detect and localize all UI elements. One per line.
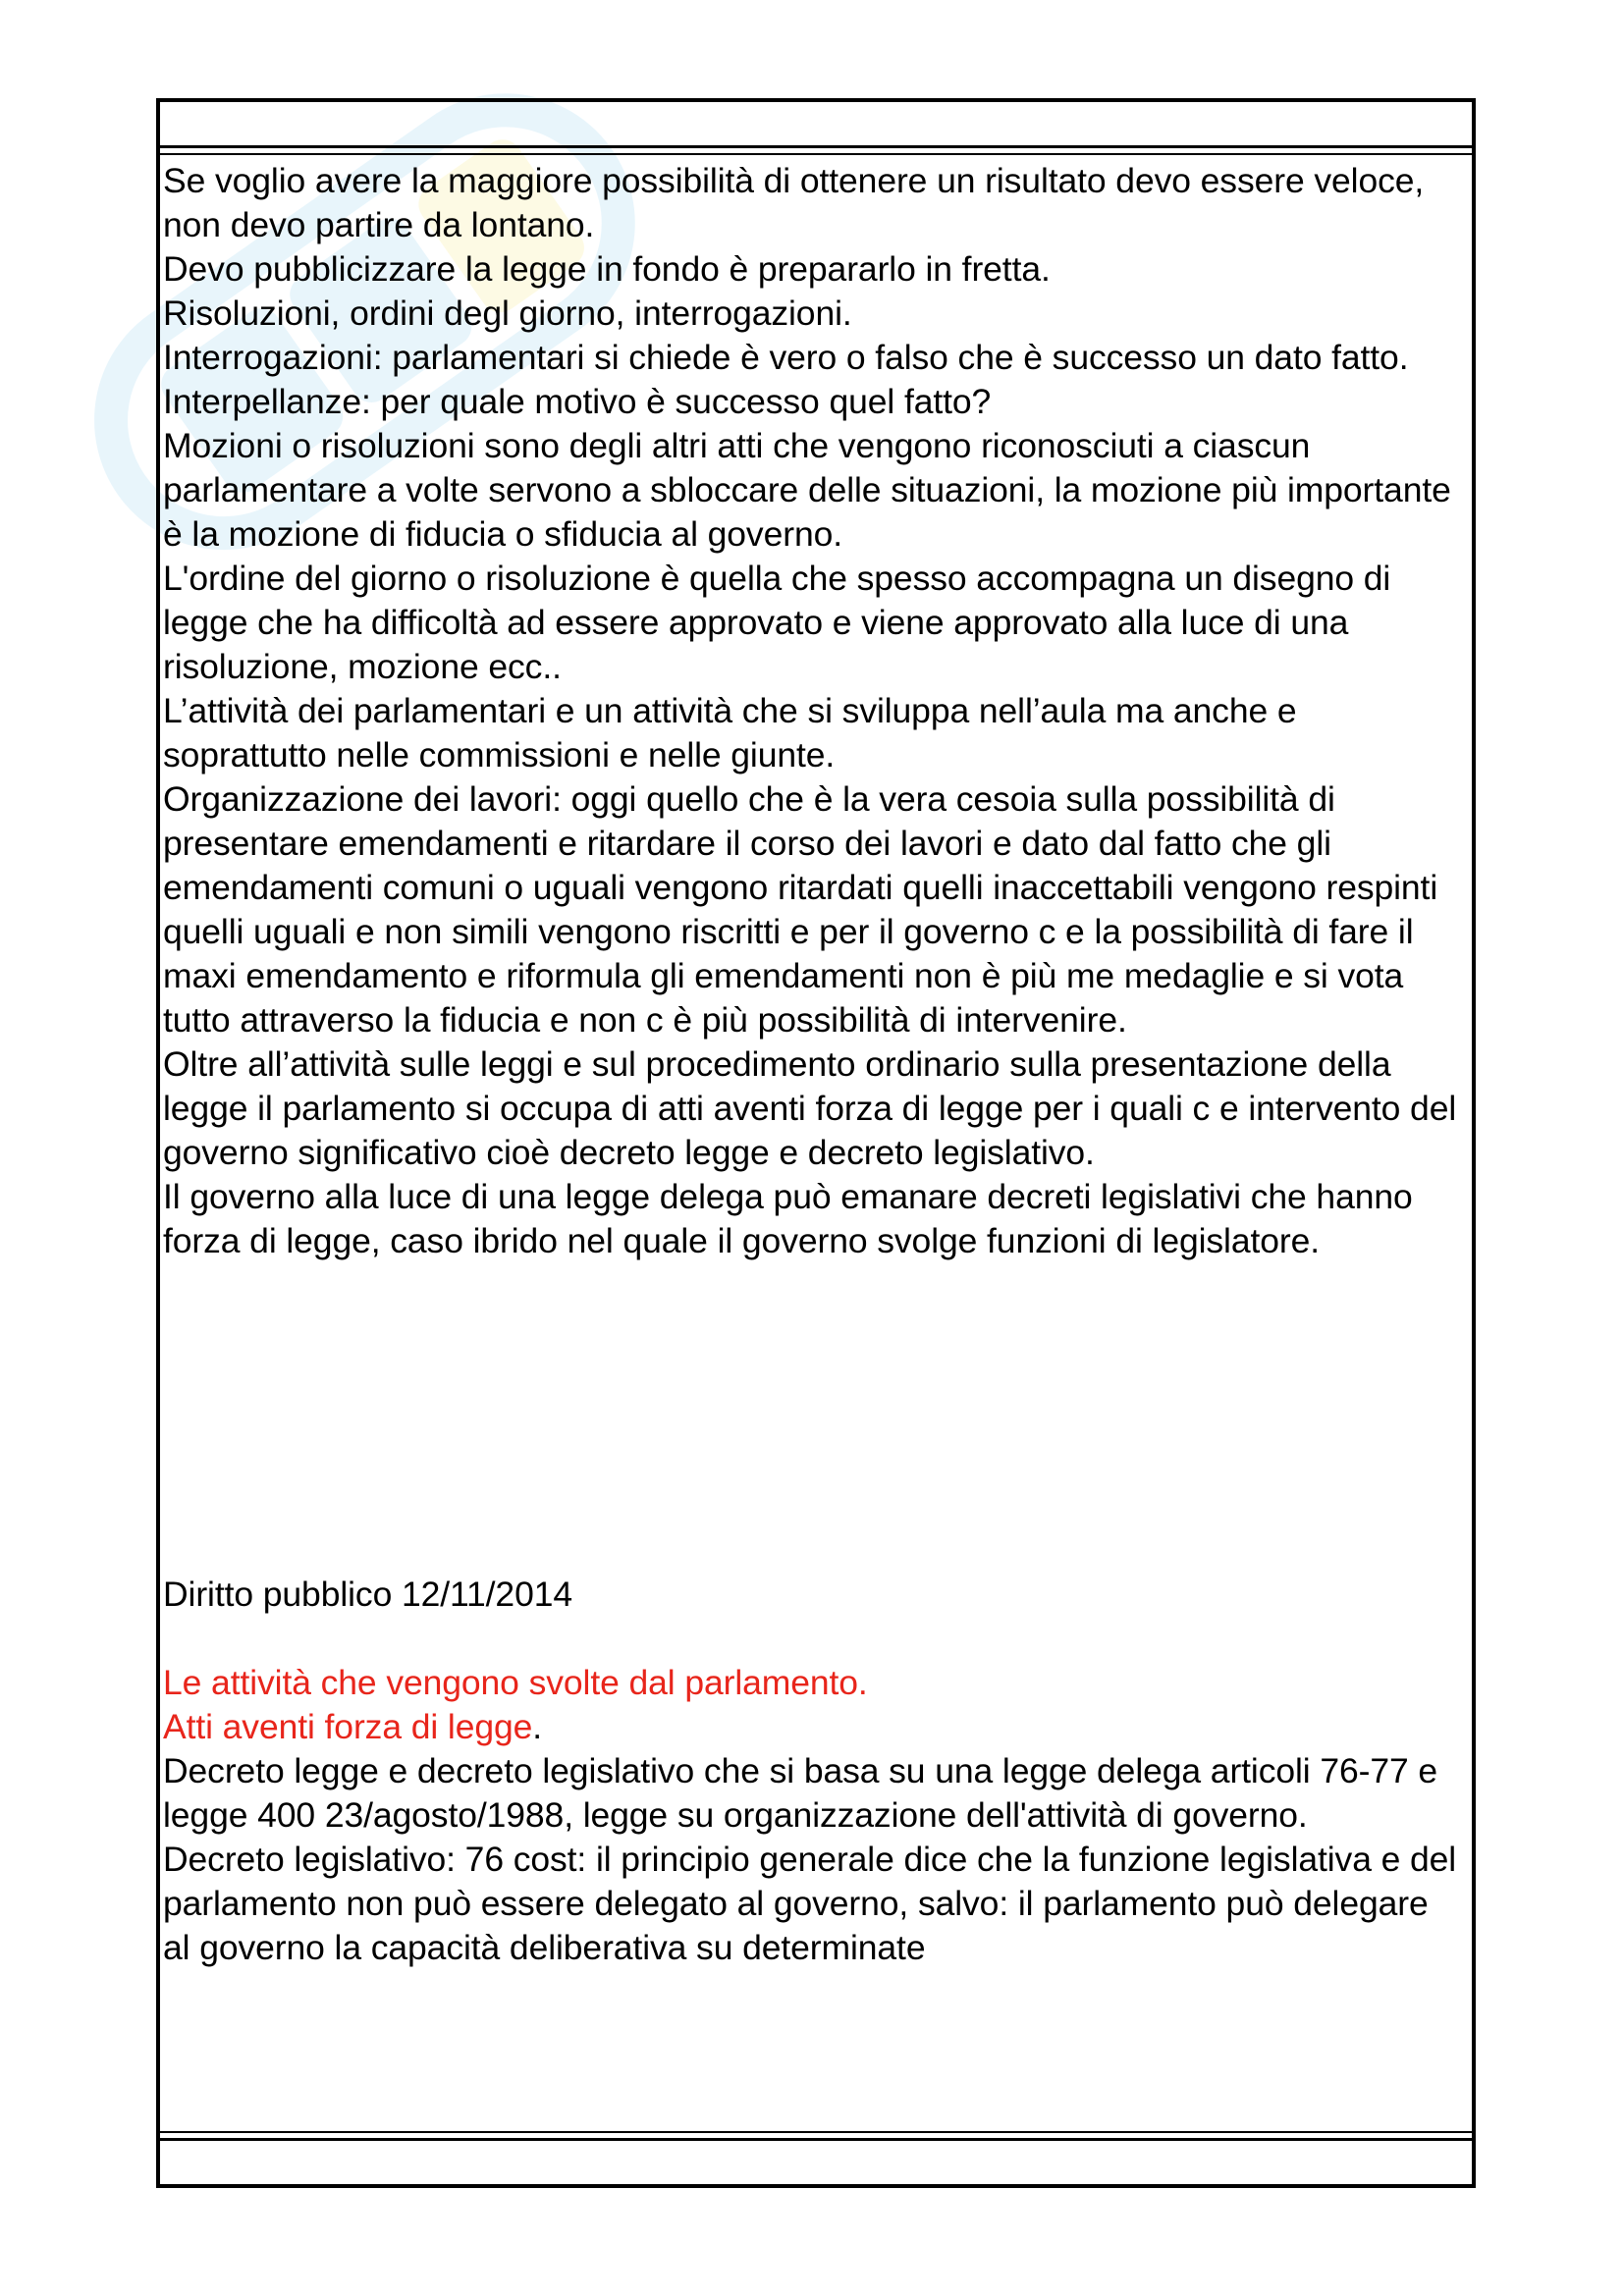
paragraph: Oltre all’attività sulle leggi e sul procedimento ordinario sulla presentazione della legge il parlamento si occupa di atti aventi forza di legge per i quali c e intervento del governo significativo cioè decreto legge e decreto legislativo. xyxy=(163,1044,1457,1172)
header-rule xyxy=(160,153,1472,155)
section-heading: Atti aventi forza di legge xyxy=(163,1707,533,1746)
section-heading: Le attività che vengono svolte dal parlamento. xyxy=(163,1663,868,1702)
footer-band xyxy=(160,2138,1472,2184)
blank-space xyxy=(163,1263,1462,1573)
paragraph: Interpellanze: per quale motivo è successo quel fatto? xyxy=(163,382,992,421)
section-heading-line xyxy=(163,1705,1462,1749)
heading-punctuation: . xyxy=(532,1707,543,1746)
paragraph: Devo pubblicizzare la legge in fondo è prepararlo in fretta. xyxy=(163,249,1051,289)
paragraph: Il governo alla luce di una legge delega può emanare decreti legislativi che hanno forza di legge, caso ibrido nel quale il governo svolge funzioni di legislatore. xyxy=(163,1177,1413,1260)
paragraph: L'ordine del giorno o risoluzione è quella che spesso accompagna un disegno di legge che ha difficoltà ad essere approvato e viene approvato alla luce di una risoluzione, mozione ecc.. xyxy=(163,559,1391,686)
paragraph: Decreto legge e decreto legislativo che si basa su una legge delega articoli 76-77 e legge 400 23/agosto/1988, legge su organizzazione dell'attività di governo. xyxy=(163,1751,1438,1835)
paragraph: Mozioni o risoluzioni sono degli altri atti che vengono riconosciuti a ciascun parlamentare a volte servono a sbloccare delle situazioni, la mozione più importante è la mozione di fiducia o sfiducia al governo. xyxy=(163,426,1451,554)
paragraph: Organizzazione dei lavori: oggi quello che è la vera cesoia sulla possibilità di presentare emendamenti e ritardare il corso dei lavori e dato dal fatto che gli emendamenti comuni o uguali vengono ritardati quelli inaccettabili vengono respinti quelli uguali e non simili vengono riscritti e per il governo c e la possibilità di fare il maxi emendamento e riformula gli emendamenti non è più me medaglie e si vota tutto attraverso la fiducia e non c è più possibilità di intervenire. xyxy=(163,779,1438,1040)
header-band xyxy=(160,102,1472,148)
paragraph: Interrogazioni: parlamentari si chiede è vero o falso che è successo un dato fatto. xyxy=(163,338,1409,377)
paragraph: Se voglio avere la maggiore possibilità di ottenere un risultato devo essere veloce, non devo partire da lontano. xyxy=(163,161,1425,244)
footer-rule xyxy=(160,2131,1472,2133)
document-body xyxy=(163,159,1462,2125)
date-heading: Diritto pubblico 12/11/2014 xyxy=(163,1575,573,1614)
paragraph: Decreto legislativo: 76 cost: il principio generale dice che la funzione legislativa e del parlamento non può essere delegato al governo, salvo: il parlamento può delegare al governo la capacità deliberativa su determinate xyxy=(163,1840,1457,1967)
paragraph: Risoluzioni, ordini degl giorno, interrogazioni. xyxy=(163,294,852,333)
page-frame xyxy=(156,98,1476,2188)
paragraph: L’attività dei parlamentari e un attività che si sviluppa nell’aula ma anche e soprattutto nelle commissioni e nelle giunte. xyxy=(163,691,1297,774)
blank-space xyxy=(163,1617,1462,1661)
